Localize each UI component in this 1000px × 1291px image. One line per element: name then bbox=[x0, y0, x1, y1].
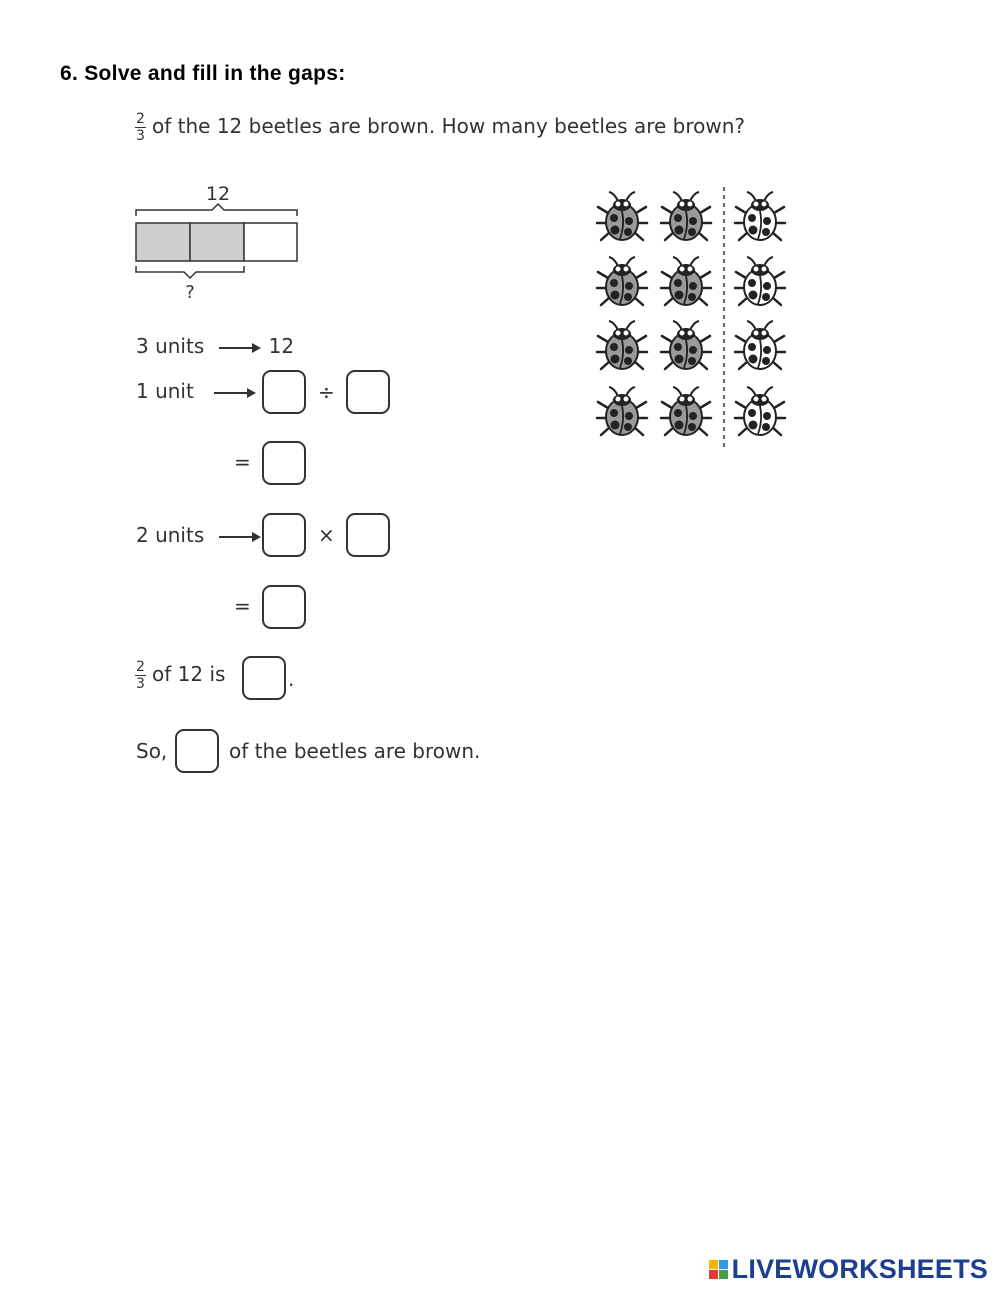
answer-box-conclusion[interactable] bbox=[175, 729, 219, 773]
brown-beetle-icon bbox=[661, 321, 711, 369]
bar-unknown-label: ? bbox=[185, 282, 195, 303]
bar-unit-1 bbox=[136, 223, 190, 261]
bar-model bbox=[130, 180, 310, 305]
arrow-icon bbox=[219, 347, 259, 349]
question-heading: 6. Solve and fill in the gaps: bbox=[60, 62, 346, 85]
conclusion-prefix: So, bbox=[136, 739, 168, 763]
white-beetle-icon bbox=[735, 387, 785, 435]
arrow-icon bbox=[214, 392, 254, 394]
brown-beetle-icon bbox=[597, 387, 647, 435]
period: . bbox=[288, 667, 295, 691]
answer-box-two-units[interactable] bbox=[262, 585, 306, 629]
answer-box-divisor[interactable] bbox=[346, 370, 390, 414]
bar-total-label: 12 bbox=[205, 183, 231, 205]
answer-box-unit-value[interactable] bbox=[262, 513, 306, 557]
divide-sign: ÷ bbox=[318, 380, 335, 404]
white-beetle-icon bbox=[735, 192, 785, 240]
brown-beetle-icon bbox=[661, 192, 711, 240]
brown-beetle-icon bbox=[597, 192, 647, 240]
white-beetle-icon bbox=[735, 257, 785, 305]
problem-text: of the 12 beetles are brown. How many beetles are brown? bbox=[152, 114, 746, 138]
equals-sign: = bbox=[234, 594, 251, 618]
brown-beetle-icon bbox=[597, 257, 647, 305]
step-1-unit-label: 1 unit bbox=[136, 379, 254, 403]
step-3-units: 3 units 12 bbox=[136, 334, 295, 358]
answer-box-dividend[interactable] bbox=[262, 370, 306, 414]
liveworksheets-logo: LIVEWORKSHEETS bbox=[709, 1254, 988, 1285]
result-line: $\frac{2}{3}$ of 12 is bbox=[136, 659, 226, 692]
answer-box-multiplier[interactable] bbox=[346, 513, 390, 557]
top-brace bbox=[136, 204, 297, 216]
conclusion-suffix: of the beetles are brown. bbox=[229, 739, 481, 763]
problem-statement bbox=[135, 112, 745, 143]
white-beetle-icon bbox=[735, 321, 785, 369]
brown-beetle-icon bbox=[661, 257, 711, 305]
bar-unit-3 bbox=[244, 223, 297, 261]
bar-unit-2 bbox=[190, 223, 244, 261]
brown-beetle-icon bbox=[597, 321, 647, 369]
step-2-units-label: 2 units bbox=[136, 523, 259, 547]
logo-icon bbox=[709, 1260, 728, 1279]
fraction-two-thirds: $\frac{2}{3}$ bbox=[136, 659, 145, 692]
brown-beetle-icon bbox=[661, 387, 711, 435]
beetle-grid bbox=[580, 182, 800, 452]
arrow-icon bbox=[219, 536, 259, 538]
bottom-brace bbox=[136, 266, 244, 278]
answer-box-one-unit[interactable] bbox=[262, 441, 306, 485]
fraction-two-thirds: $\frac{2}{3}$ bbox=[136, 111, 145, 144]
multiply-sign: × bbox=[318, 523, 335, 547]
answer-box-result[interactable] bbox=[242, 656, 286, 700]
equals-sign: = bbox=[234, 450, 251, 474]
